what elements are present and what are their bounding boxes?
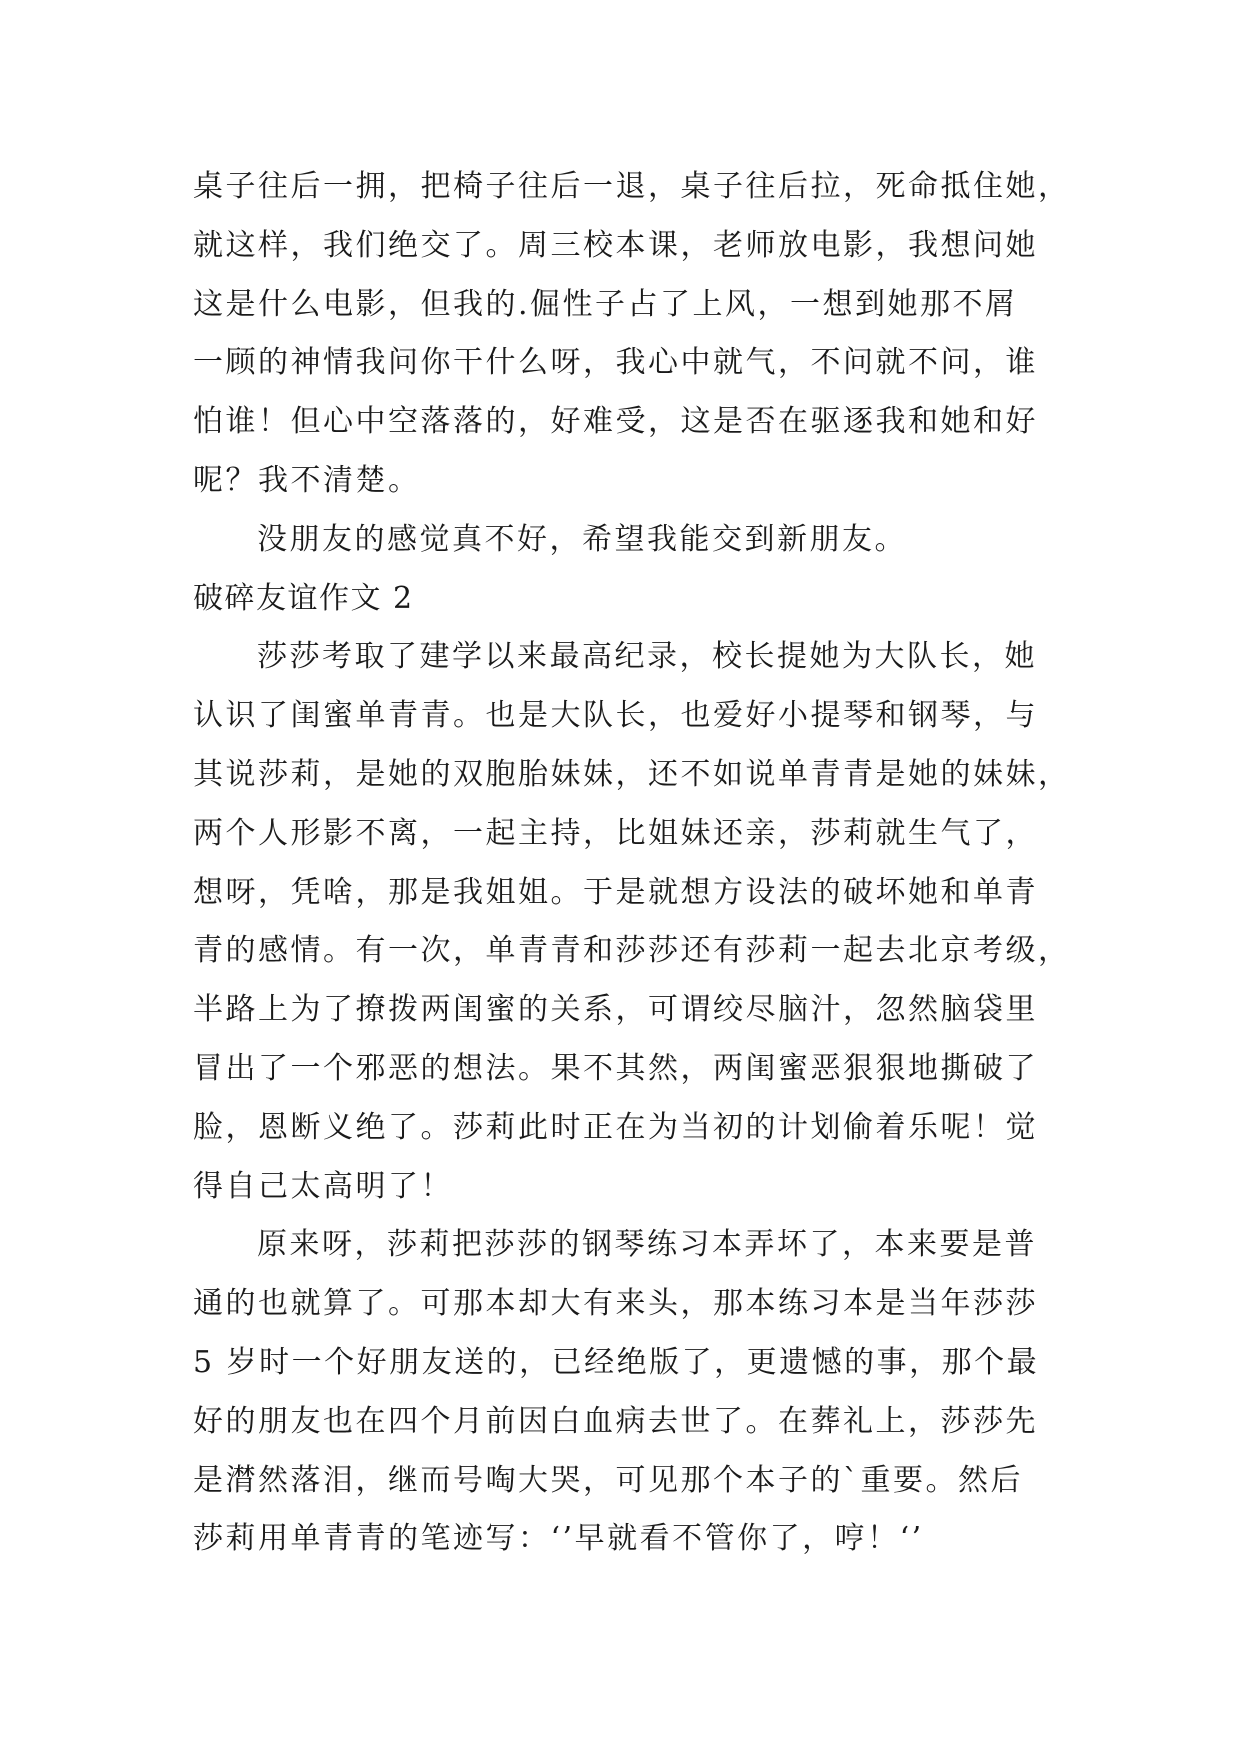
body-line: 两个人形影不离，一起主持，比姐妹还亲，莎莉就生气了，	[193, 815, 1038, 851]
body-line: 莎莉用单青青的笔迹写：‘’早就看不管你了，哼！‘’	[193, 1521, 924, 1557]
body-line: 就这样，我们绝交了。周三校本课，老师放电影，我想问她	[193, 227, 1038, 263]
body-line: 一顾的神情我问你干什么呀，我心中就气，不问就不问，谁	[193, 345, 1038, 381]
body-line: 其说莎莉，是她的双胞胎妹妹，还不如说单青青是她的妹妹，	[193, 756, 1071, 792]
body-line: 5 岁时一个好朋友送的，已经绝版了，更遗憾的事，那个最	[193, 1344, 1040, 1380]
body-line: 认识了闺蜜单青青。也是大队长，也爱好小提琴和钢琴，与	[193, 698, 1038, 734]
body-line: 通的也就算了。可那本却大有来头，那本练习本是当年莎莎	[193, 1286, 1038, 1322]
paragraph-start-line: 莎莎考取了建学以来最高纪录，校长提她为大队长，她	[257, 639, 1037, 675]
document-body	[193, 158, 1071, 1569]
body-line: 这是什么电影，但我的.倔性子占了上风，一想到她那不屑	[193, 286, 1018, 322]
body-line: 桌子往后一拥，把椅子往后一退，桌子往后拉，死命抵住她，	[193, 169, 1071, 204]
section-heading: 破碎友谊作文 2	[193, 580, 414, 616]
body-line: 得自己太高明了！	[193, 1168, 453, 1204]
body-line: 想呀，凭啥，那是我姐姐。于是就想方设法的破坏她和单青	[193, 874, 1038, 910]
body-line: 冒出了一个邪恶的想法。果不其然，两闺蜜恶狠狠地撕破了	[193, 1050, 1038, 1086]
body-line: 脸，恩断义绝了。莎莉此时正在为当初的计划偷着乐呢！觉	[193, 1109, 1038, 1145]
body-line: 呢？我不清楚。	[193, 462, 421, 498]
body-line: 青的感情。有一次，单青青和莎莎还有莎莉一起去北京考级，	[193, 933, 1071, 969]
body-line: 怕谁！但心中空落落的，好难受，这是否在驱逐我和她和好	[193, 404, 1038, 440]
body-line: 半路上为了撩拨两闺蜜的关系，可谓绞尽脑汁，忽然脑袋里	[193, 992, 1038, 1028]
paragraph-start-line: 原来呀，莎莉把莎莎的钢琴练习本弄坏了，本来要是普	[257, 1227, 1037, 1263]
body-line: 是潸然落泪，继而号啕大哭，可见那个本子的`重要。然后	[193, 1462, 1023, 1498]
body-line: 好的朋友也在四个月前因白血病去世了。在葬礼上，莎莎先	[193, 1403, 1038, 1439]
paragraph-start-line: 没朋友的感觉真不好，希望我能交到新朋友。	[257, 521, 907, 557]
